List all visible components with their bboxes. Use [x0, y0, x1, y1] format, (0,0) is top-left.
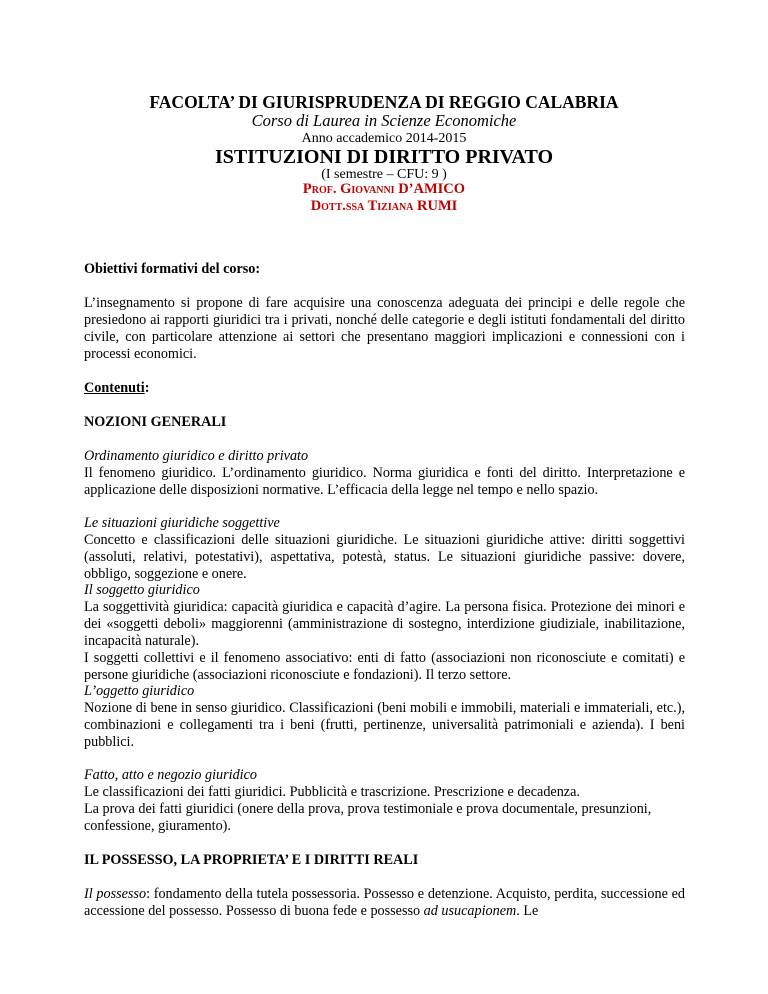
topic-situazioni	[84, 515, 685, 583]
topic-title: Il soggetto giuridico	[84, 582, 200, 598]
section-heading-possesso: IL POSSESSO, LA PROPRIETA’ E I DIRITTI REALI	[84, 852, 419, 868]
topic-text-2: La prova dei fatti giuridici (onere della prova, prova testimoniale e prova documentale, presunzioni, confessione, giuramento).	[84, 800, 652, 834]
topic-title: Ordinamento giuridico e diritto privato	[84, 448, 309, 464]
topic-text: Il fenomeno giuridico. L’ordinamento giuridico. Norma giuridica e fonti del diritto. Interpretazione e applicazione delle disposizioni normative. L’efficacia della legge nel tempo e nello spazio.	[84, 464, 685, 498]
possession-text-b: . Le	[516, 902, 539, 919]
course-name: Corso di Laurea in Scienze Economiche	[251, 111, 517, 130]
topic-ordinamento	[84, 448, 685, 499]
topic-title: Le situazioni giuridiche soggettive	[84, 515, 280, 531]
objectives-text: L’insegnamento si propone di fare acquisire una conoscenza adeguata dei principi e delle regole che presiedono ai rapporti giuridici tra i privati, nonché delle categorie e degli istituti fondamentali del diritto civile, con particolare attenzione ai settori che presentano maggiori implicazioni e connessioni con i processi economici.	[84, 295, 685, 362]
topic-possesso	[84, 886, 685, 920]
topic-fatto	[84, 767, 685, 835]
topic-title: Fatto, atto e negozio giuridico	[84, 767, 257, 783]
topic-soggetto	[84, 582, 685, 683]
topic-text: Concetto e classificazioni delle situazioni giuridiche. Le situazioni giuridiche attive: diritti soggettivi (assoluti, relativi, potestativi), aspettativa, potestà, status. Le situazioni giuridiche passive: dovere, obbligo, soggezione e onere.	[84, 531, 685, 582]
topic-text: La soggettività giuridica: capacità giuridica e capacità d’agire. La persona fisica. Protezione dei minori e dei «soggetti deboli» maggiorenni (amministrazione di sostegno, interdizione giudiziale, inabilitazione, incapacità naturale).	[84, 598, 685, 649]
contents-heading	[84, 380, 685, 397]
assistant-name: Dott.ssa Tiziana RUMI	[310, 198, 458, 214]
section-heading-general: NOZIONI GENERALI	[84, 414, 227, 430]
possession-text-a: : fondamento della tutela possessoria. Possesso e detenzione. Acquisto, perdita, successione ed accessione del possesso. Possesso di buona fede e possesso	[84, 886, 685, 919]
subject-title: ISTITUZIONI DI DIRITTO PRIVATO	[214, 146, 554, 168]
possession-italic: ad usucapionem	[423, 902, 517, 919]
professor-name: Prof. Giovanni D’AMICO	[302, 181, 466, 197]
academic-year: Anno accademico 2014-2015	[301, 131, 467, 146]
contents-colon: :	[144, 380, 150, 396]
objectives-heading: Obiettivi formativi del corso:	[84, 261, 261, 277]
semester-info: (I semestre – CFU: 9 )	[321, 167, 447, 182]
topic-oggetto	[84, 683, 685, 751]
possession-title: Il possesso	[84, 886, 147, 902]
topic-text: Le classificazioni dei fatti giuridici. Pubblicità e trascrizione. Prescrizione e decadenza.	[84, 783, 580, 800]
topic-text: Nozione di bene in senso giuridico. Classificazioni (beni mobili e immobili, materiali e immateriali, etc.), combinazioni e collegamenti tra i beni (frutti, pertinenze, universalità patrimoniali e azienda). I beni pubblici.	[84, 699, 685, 750]
topic-title: L’oggetto giuridico	[84, 683, 195, 699]
topic-text-2: I soggetti collettivi e il fenomeno associativo: enti di fatto (associazioni non riconosciute e comitati) e persone giuridiche (associazioni riconosciute e fondazioni). Il terzo settore.	[84, 649, 685, 683]
faculty-title: FACOLTA’ DI GIURISPRUDENZA DI REGGIO CALABRIA	[149, 92, 619, 112]
contents-label: Contenuti	[84, 380, 145, 396]
